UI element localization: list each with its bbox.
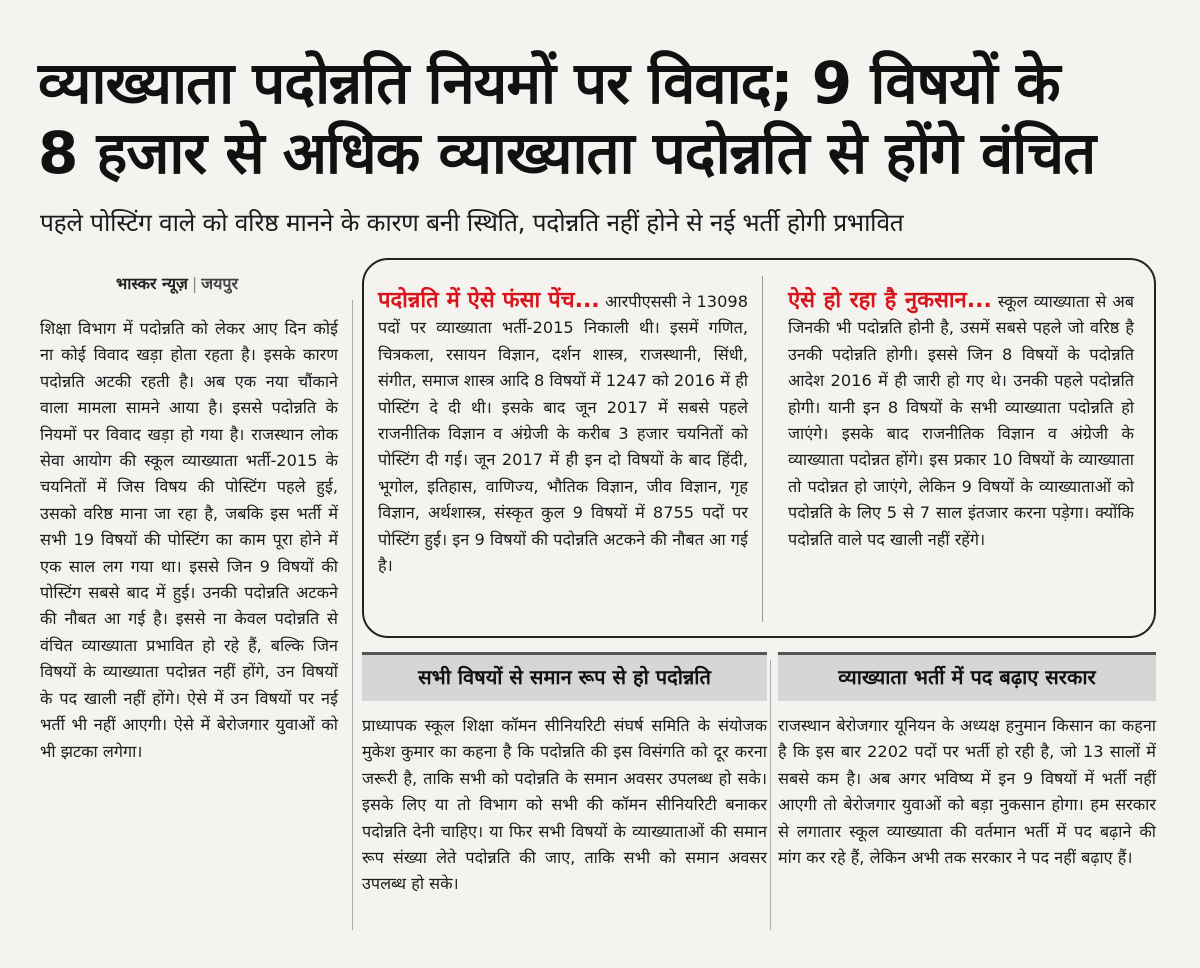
section-increase-posts-heading: व्याख्याता भर्ती में पद बढ़ाए सरकार: [778, 652, 1156, 701]
left-column-text: शिक्षा विभाग में पदोन्नति को लेकर आए दिन कोई ना कोई विवाद खड़ा होता रहता है। इसके कारण पदोन्नति अटकी रहती है। अब एक नया चौंकाने वाला मामला सामने आया है। इससे पदोन्नति के नियमों पर विवाद खड़ा हो गया है। राजस्थान लोक सेवा आयोग की स्कूल व्याख्याता भर्ती-2015 के चयनितों में जिस विषय की पोस्टिंग पहले हुई, उसको वरिष्ठ माना जा रहा है, जबकि इस भर्ती में सभी 19 विषयों की पोस्टिंग का काम पूरा होने में एक साल लग गया था। इससे जिन 9 विषयों की पोस्टिंग सबसे बाद में हुई। उनकी पदोन्नति अटकने की नौबत आ गई है। इससे ना केवल पदोन्नति से वंचित व्याख्याता प्रभावित हो रहे हैं, बल्कि जिन विषयों के व्याख्याता पदोन्नत नहीं होंगे, उन विषयों के पद खाली नहीं होंगे। ऐसे में उन विषयों पर नई भर्ती भी नहीं आएगी। ऐसे में बेरोजगार युवाओं को भी झटका लगेगा।: [40, 319, 338, 761]
section-equal-promotion: [362, 652, 767, 922]
section-equal-promotion-text: प्राध्यापक स्कूल शिक्षा कॉमन सीनियरिटी संघर्ष समिति के संयोजक मुकेश कुमार का कहना है कि पदोन्नति की इस विसंगति को दूर करना जरूरी है, ताकि सभी को पदोन्नति के समान अवसर उपलब्ध हो सके। इसके लिए या तो विभाग को सभी की कॉमन सीनियरिटी बनाकर पदोन्नति देनी चाहिए। या फिर सभी विषयों के व्याख्याताओं की समान रूप संख्या लेते पदोन्नति की जाए, ताकि सभी को समान अवसर उपलब्ध हो सके।: [362, 716, 767, 894]
section-equal-promotion-heading: सभी विषयों से समान रूप से हो पदोन्नति: [362, 652, 767, 701]
headline-line-1: व्याख्याता पदोन्नति नियमों पर विवाद; 9 विषयों के: [38, 49, 1060, 117]
section-increase-posts: [778, 652, 1156, 922]
box-column-how: [378, 288, 748, 579]
byline-city: जयपुर: [201, 274, 239, 293]
box-column-how-text: [378, 288, 748, 579]
section-divider: [770, 660, 771, 930]
explainer-box: [362, 258, 1156, 638]
left-column: [40, 316, 338, 765]
box-column-how-title: पदोन्नति में ऐसे फंसा पेंच...: [378, 288, 600, 313]
headline-line-2: 8 हजार से अधिक व्याख्याता पदोन्नति से होंगे वंचित: [38, 119, 1096, 187]
box-column-loss-title: ऐसे हो रहा है नुकसान...: [788, 288, 992, 313]
subheadline: पहले पोस्टिंग वाले को वरिष्ठ मानने के कारण बनी स्थिति, पदोन्नति नहीं होने से नई भर्ती होगी प्रभावित: [40, 208, 904, 237]
byline-separator: |: [191, 274, 198, 293]
headline: [38, 48, 1168, 188]
box-column-loss-body: स्कूल व्याख्याता से अब जिनकी भी पदोन्नति होनी है, उसमें सबसे पहले जो वरिष्ठ है उनकी पदोन्नति होगी। इससे जिन 8 विषयों के पदोन्नति आदेश 2016 में ही जारी हो गए थे। उनकी पहले पदोन्नति होगी। यानी इन 8 विषयों के सभी व्याख्याता पदोन्नति हो जाएंगे। इसके बाद राजनीतिक विज्ञान व अंग्रेजी के व्याख्याता पदोन्नत होंगे। इस प्रकार 10 विषयों के व्याख्याता तो पदोन्नत हो जाएंगे, लेकिन 9 विषयों के व्याख्याताओं को पदोन्नति के लिए 5 से 7 साल इंतजार करना पड़ेगा। क्योंकि पदोन्नति वाले पद खाली नहीं रहेंगे।: [788, 292, 1134, 549]
box-column-loss-text: [788, 288, 1134, 553]
byline-source: भास्कर न्यूज़: [116, 274, 188, 293]
column-divider: [352, 300, 353, 930]
section-increase-posts-text: राजस्थान बेरोजगार यूनियन के अध्यक्ष हनुमान किसान का कहना है कि इस बार 2202 पदों पर भर्ती हो रही है, जो 13 सालों में सबसे कम है। अब अगर भविष्य में इन 9 विषयों में भर्ती नहीं आएगी तो बेरोजगार युवाओं को बड़ा नुकसान होगा। हम सरकार से लगातार स्कूल व्याख्याता की वर्तमान भर्ती में पद बढ़ाने की मांग कर रहे हैं, लेकिन अभी तक सरकार ने पद नहीं बढ़ाए हैं।: [778, 716, 1156, 868]
box-column-loss: [788, 288, 1134, 553]
box-column-how-body: आरपीएससी ने 13098 पदों पर व्याख्याता भर्ती-2015 निकाली थी। इसमें गणित, चित्रकला, रसायन विज्ञान, दर्शन शास्त्र, राजस्थानी, सिंधी, संगीत, समाज शास्त्र आदि 8 विषयों में 1247 को 2016 में ही पोस्टिंग दे दी थी। इसके बाद जून 2017 में सबसे पहले राजनीतिक विज्ञान व अंग्रेजी के करीब 3 हजार चयनितों को पोस्टिंग दी गई। जून 2017 में ही इन दो विषयों के बाद हिंदी, भूगोल, इतिहास, वाणिज्य, भौतिक विज्ञान, जीव विज्ञान, गृह विज्ञान, अर्थशास्त्र, संस्कृत कुल 9 विषयों में 8755 पदों पर पोस्टिंग हुई। इन 9 विषयों की पदोन्नति अटकने की नौबत आ गई है।: [378, 292, 748, 576]
box-divider: [762, 276, 763, 622]
byline: [116, 272, 238, 294]
